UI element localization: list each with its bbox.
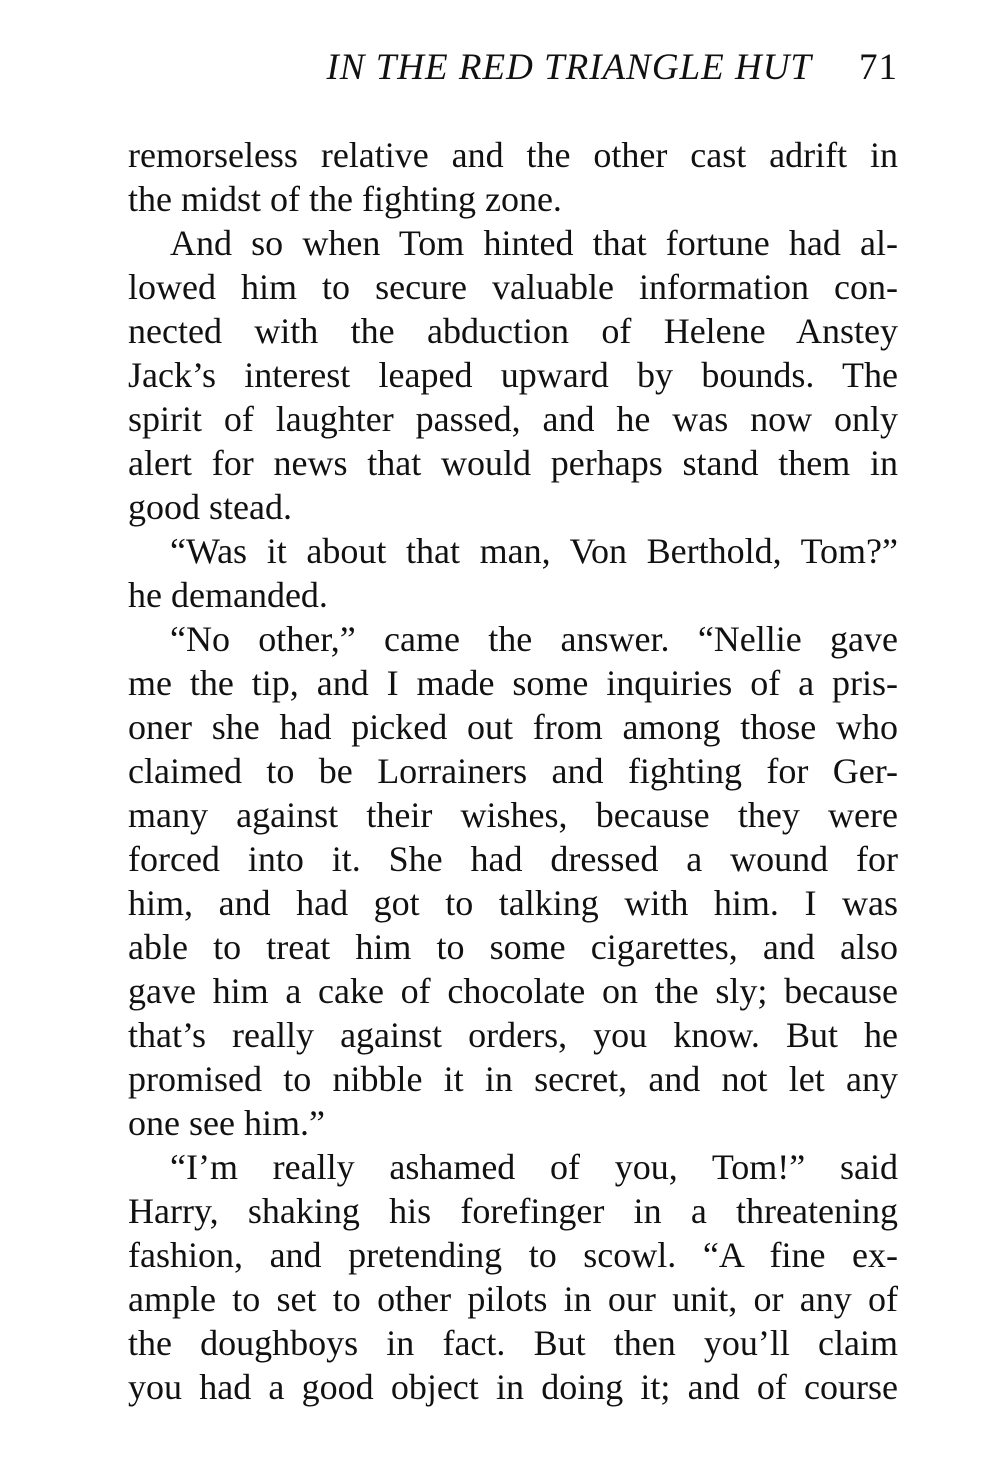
text-line: gave him a cake of chocolate on the sly; because xyxy=(128,971,898,1011)
text-line: him, and had got to talking with him. I was xyxy=(128,883,898,923)
text-line: “I’m really ashamed of you, Tom!” said xyxy=(170,1147,898,1187)
text-line: Harry, shaking his forefinger in a threatening xyxy=(128,1191,898,1231)
text-line: remorseless relative and the other cast adrift in xyxy=(128,135,898,175)
text-line: one see him.” xyxy=(128,1103,325,1143)
text-line: you had a good object in doing it; and of course xyxy=(128,1367,898,1407)
text-line: alert for news that would perhaps stand them in xyxy=(128,443,898,483)
text-line: oner she had picked out from among those who xyxy=(128,707,898,747)
text-line: And so when Tom hinted that fortune had al- xyxy=(170,223,898,263)
text-line: the doughboys in fact. But then you’ll claim xyxy=(128,1323,898,1363)
text-line: fashion, and pretending to scowl. “A fine ex- xyxy=(128,1235,898,1275)
text-line: Jack’s interest leaped upward by bounds. The xyxy=(128,355,898,395)
text-line: “No other,” came the answer. “Nellie gave xyxy=(170,619,898,659)
text-line: me the tip, and I made some inquiries of a pris- xyxy=(128,663,898,703)
text-line: lowed him to secure valuable information con- xyxy=(128,267,898,307)
text-line: forced into it. She had dressed a wound for xyxy=(128,839,898,879)
text-line: that’s really against orders, you know. But he xyxy=(128,1015,898,1055)
text-line: nected with the abduction of Helene Anstey xyxy=(128,311,898,351)
text-line: able to treat him to some cigarettes, and also xyxy=(128,927,898,967)
text-line: many against their wishes, because they were xyxy=(128,795,898,835)
text-line: “Was it about that man, Von Berthold, Tom?” xyxy=(170,531,898,571)
text-line: good stead. xyxy=(128,487,292,527)
page-number: 71 xyxy=(859,47,898,88)
running-head xyxy=(128,46,898,96)
text-line: spirit of laughter passed, and he was now only xyxy=(128,399,898,439)
text-line: claimed to be Lorrainers and fighting for Ger- xyxy=(128,751,898,791)
text-line: the midst of the fighting zone. xyxy=(128,179,562,219)
text-line: he demanded. xyxy=(128,575,328,615)
chapter-title: IN THE RED TRIANGLE HUT xyxy=(326,47,812,88)
text-line: promised to nibble it in secret, and not let any xyxy=(128,1059,898,1099)
text-line: ample to set to other pilots in our unit, or any of xyxy=(128,1279,898,1319)
